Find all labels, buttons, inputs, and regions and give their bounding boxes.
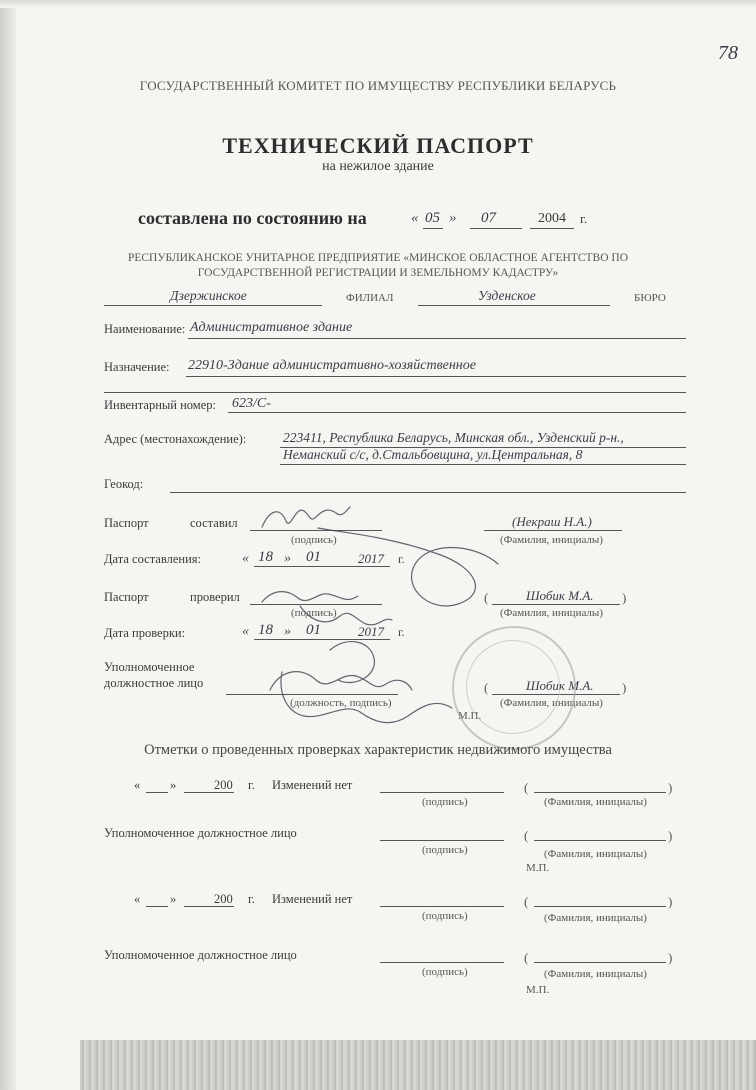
geocode-label: Геокод: <box>104 477 144 491</box>
compile-date-month: 01 <box>306 549 321 565</box>
check-date-label: Дата проверки: <box>104 626 186 640</box>
inspection-1-auth-name-hint: (Фамилия, инициалы) <box>544 848 647 860</box>
inspection-2-mp: М.П. <box>526 984 550 996</box>
inspection-2-auth-name-open-paren: ( <box>524 950 529 965</box>
inspection-2-auth-name-hint: (Фамилия, инициалы) <box>544 968 647 980</box>
branch-name: Дзержинское <box>170 288 247 303</box>
authorized-label-line-2: должностное лицо <box>104 676 204 690</box>
purpose-label: Назначение: <box>104 360 170 374</box>
checked-by-label: проверил <box>190 590 240 604</box>
inspection-1-auth-signature-hint: (подпись) <box>422 844 468 856</box>
compile-date-close: » <box>284 551 291 566</box>
compile-date-open: « <box>242 551 249 566</box>
scan-edge-bottom <box>80 1040 756 1090</box>
authorized-name-value: Шобик М.А. <box>526 678 594 693</box>
compile-date-day: 18 <box>258 549 273 565</box>
inspection-1-open: « <box>134 778 141 792</box>
inspection-1-changes: Изменений нет <box>272 778 353 792</box>
authorized-label-line-1: Уполномоченное <box>104 660 195 674</box>
compiled-as-of-label: составлена по состоянию на <box>138 208 367 228</box>
inspections-title: Отметки о проведенных проверках характеристик недвижимого имущества <box>144 742 612 758</box>
inspection-2-auth-name-line <box>534 962 666 963</box>
inspection-2-day-line <box>146 906 168 907</box>
name-label: Наименование: <box>104 322 186 336</box>
compiled-name-hint: (Фамилия, инициалы) <box>500 534 603 546</box>
bureau-label: БЮРО <box>634 292 666 304</box>
inspection-1-signature-line <box>380 792 504 793</box>
authorized-name-close-paren: ) <box>622 680 627 695</box>
inspection-2-name-line <box>534 906 666 907</box>
inspection-2-year-prefix: 200 <box>214 892 233 906</box>
checked-name-hint: (Фамилия, инициалы) <box>500 607 603 619</box>
inspection-1-year-suffix: г. <box>248 778 255 792</box>
checked-name-close-paren: ) <box>622 590 627 605</box>
compiled-name-value: (Некраш Н.А.) <box>512 514 592 529</box>
branch-label: ФИЛИАЛ <box>346 292 394 304</box>
address-line-2: Неманский с/с, д.Стальбовщина, ул.Центральная, 8 <box>283 447 583 462</box>
enterprise-line-2: ГОСУДАРСТВЕННОЙ РЕГИСТРАЦИИ И ЗЕМЕЛЬНОМУ КАДАСТРУ» <box>197 267 559 279</box>
checked-name-value: Шобик М.А. <box>526 588 594 603</box>
compiled-date-month: 07 <box>481 210 496 226</box>
inspection-2-name-close-paren: ) <box>668 894 673 909</box>
authorized-name-hint: (Фамилия, инициалы) <box>500 697 603 709</box>
inspection-1-name-open-paren: ( <box>524 780 529 795</box>
inspection-2-auth-signature-line <box>380 962 504 963</box>
authorized-position-hint: (должность, подпись) <box>290 697 392 709</box>
address-line-1: 223411, Республика Беларусь, Минская обл., Узденский р-н., <box>283 430 624 445</box>
bureau-name: Узденское <box>478 288 536 303</box>
inspection-1-name-hint: (Фамилия, инициалы) <box>544 796 647 808</box>
document-subtitle: на нежилое здание <box>322 159 434 174</box>
enterprise-line-1: РЕСПУБЛИКАНСКОЕ УНИТАРНОЕ ПРЕДПРИЯТИЕ «МИНСКОЕ ОБЛАСТНОЕ АГЕНТСТВО ПО <box>127 252 629 264</box>
check-date-year-suffix: г. <box>398 625 405 639</box>
inspection-1-auth-name-close-paren: ) <box>668 828 673 843</box>
check-date-close: » <box>284 624 291 639</box>
checked-signature-hint: (подпись) <box>291 607 337 619</box>
page-number: 78 <box>718 42 738 64</box>
compile-date-year-suffix: г. <box>398 552 405 566</box>
compiled-date-year-suffix: г. <box>580 211 588 226</box>
compile-date-year: 2017 <box>358 551 384 566</box>
compiled-by-label: составил <box>190 516 238 530</box>
compiled-date-year: 2004 <box>538 211 566 226</box>
inspection-2-name-open-paren: ( <box>524 894 529 909</box>
inspection-1-signature-hint: (подпись) <box>422 796 468 808</box>
inspection-2-name-hint: (Фамилия, инициалы) <box>544 912 647 924</box>
check-date-year: 2017 <box>358 624 384 639</box>
compiled-date-open: « <box>411 210 419 226</box>
compile-date-label: Дата составления: <box>104 552 201 566</box>
inspection-2-signature-hint: (подпись) <box>422 910 468 922</box>
authorized-mp: М.П. <box>458 710 482 722</box>
header-organization: ГОСУДАРСТВЕННЫЙ КОМИТЕТ ПО ИМУЩЕСТВУ РЕСПУБЛИКИ БЕЛАРУСЬ <box>139 78 617 93</box>
inspection-2-authorized: Уполномоченное должностное лицо <box>104 948 297 962</box>
compiled-passport-label: Паспорт <box>104 516 149 530</box>
inspection-1-mp: М.П. <box>526 862 550 874</box>
checked-name-open-paren: ( <box>484 590 489 605</box>
authorized-name-open-paren: ( <box>484 680 489 695</box>
document-title: ТЕХНИЧЕСКИЙ ПАСПОРТ <box>222 133 534 158</box>
inventory-label: Инвентарный номер: <box>104 398 216 412</box>
inspection-1-authorized: Уполномоченное должностное лицо <box>104 826 297 840</box>
address-label: Адрес (местонахождение): <box>104 432 247 446</box>
check-date-day: 18 <box>258 622 273 638</box>
inspection-2-auth-signature-hint: (подпись) <box>422 966 468 978</box>
inspection-2-year-suffix: г. <box>248 892 255 906</box>
inspection-2-signature-line <box>380 906 504 907</box>
compiled-date-day: 05 <box>425 210 440 226</box>
purpose-value: 22910-Здание административно-хозяйственное <box>188 358 476 373</box>
inspection-2-auth-name-close-paren: ) <box>668 950 673 965</box>
inspection-2-open: « <box>134 892 141 906</box>
compiled-date-close: » <box>449 210 457 226</box>
inspection-1-auth-signature-line <box>380 840 504 841</box>
inspection-1-close: » <box>170 778 177 792</box>
inspection-2-close: » <box>170 892 177 906</box>
inspection-1-year-prefix: 200 <box>214 778 233 792</box>
inspection-1-auth-name-open-paren: ( <box>524 828 529 843</box>
checked-passport-label: Паспорт <box>104 590 149 604</box>
check-date-month: 01 <box>306 622 321 638</box>
name-value: Административное здание <box>190 320 353 335</box>
inspection-1-name-line <box>534 792 666 793</box>
inspection-1-auth-name-line <box>534 840 666 841</box>
compiled-signature-hint: (подпись) <box>291 534 337 546</box>
inspection-2-changes: Изменений нет <box>272 892 353 906</box>
inventory-value: 623/С- <box>232 396 271 411</box>
check-date-open: « <box>242 624 249 639</box>
inspection-1-day-line <box>146 792 168 793</box>
inspection-1-name-close-paren: ) <box>668 780 673 795</box>
